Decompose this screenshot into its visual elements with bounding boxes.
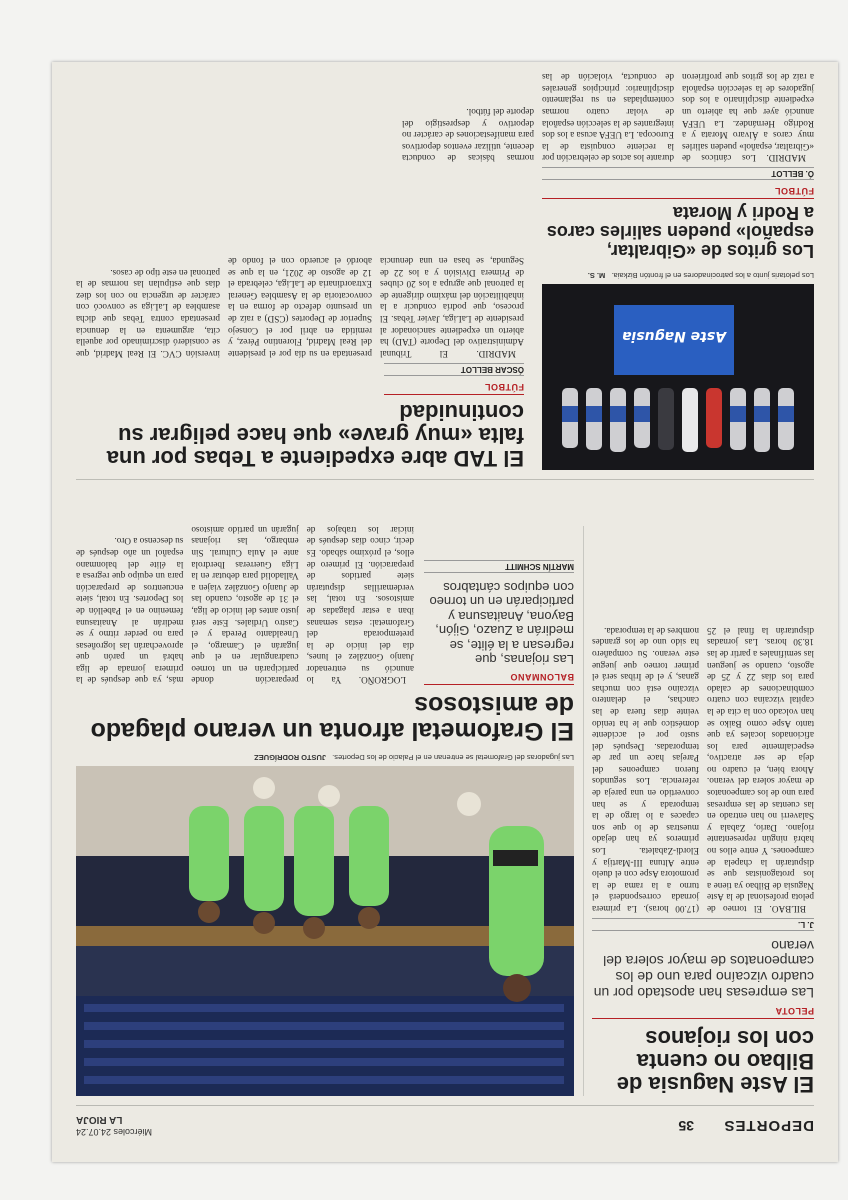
- article-tad-byline: ÓSCAR BELLOT: [384, 363, 524, 376]
- photo-pelota-credit: M. S.: [587, 271, 606, 280]
- section-title: DEPORTES: [723, 1117, 814, 1134]
- article-balonmano-text: LOGROÑO. Ya lo anunció su entrenador Juanjo González el lunes, día del inicio de la pretemporada del Grafometal: estas semanas iban a estar plagadas de amistosos. En total, las verdemarillas disputarán siete partidos de preparación. El primero de ellos, el próximo sábado. Es decir, cinco días después de iniciar los trabajos de preparación donde participarán en un torneo cuadrangular en el que jugarán el Camargo, el Unealdanto Pereda y el Castro Urdiales. Este será justo antes del inicio de liga, el 31 de agosto, cuando las de Juanjo González viajen a Valladolid para debutar en la Liga Guerreras Iberdrola ante el Aula Cultural. Sin embargo, las riojanas jugarán un partido amistoso más, ya que después de la primera jornada de liga habrá un parón que aprovecharán las logroñesas para no perder ritmo y se medirán al Anaitasuna femenino en el Pabellón de los Deportes. En total, siete encuentros de preparación para un equipo que regresa a la élite del balonmano español un año después de su descenso a Oro.: [76, 524, 414, 686]
- article-tad: [76, 117, 524, 470]
- article-balonmano-kicker: BALONMANO: [424, 673, 574, 686]
- article-pelota-byline: J. L.: [592, 918, 814, 931]
- newspaper-page: [52, 62, 838, 1162]
- article-gibraltar-headline: Los gritos de «Gibraltar, español» pueden salirles caros a Rodri y Morata: [546, 203, 814, 261]
- article-balonmano-body: [76, 454, 414, 686]
- article-balonmano-byline: MARTÍN SCHMITT: [424, 560, 574, 573]
- photo-balonmano: [76, 766, 574, 1096]
- pelotaris-image: [542, 284, 814, 470]
- banner-text: Aste Nagusia: [622, 328, 726, 344]
- article-pelota-kicker: PELOTA: [592, 1006, 814, 1019]
- article-pelota-text: BILBAO. El torneo de pelota profesional de la Aste Nagusia de Bilbao ya tiene a los protagonistas que se disputarán la chapela de campeones. Y entre ellos no habrá ningún representante riojano. Darío, Zabala y Salaverri no han entrado en las cuentas de las empresas para uno de los campeonatos de mayor solera del verano. Ahora bien, el cuadro no deja de ser atractivo, especialmente para los aficionados locales ya que tanto Aspe como Baiko se han volcado con la cita de la capital vizcaína con cuatro combinaciones de calado para los días 22 y 25 de agosto, cuando se jueguen las semifinales a partir de las 18.30 horas. Las jornadas disputarán la final el 25 (17.00 horas). La primera jornada corresponderá el turno a la rama de la promotora Aspe con el duelo entre Altuna III-Martija y Elordi-Zabaleta. Los primeros ya han dejado muestras de lo que son capaces a lo largo de la temporada y se han convertido en una pareja de referencia. Los segundos fueron campeones del Parejas hace un par de temporadas. Después del susto por el accidente doméstico que le ha tenido veinte días fuera de las canchas, el delantero vizcaíno está con muchas ganas, y el de Iribas será el primer torneo que juegue este verano. Su compañero ha sido uno de los grandes nombres de la temporada.: [592, 625, 814, 915]
- article-balonmano-columns: [76, 454, 574, 686]
- article-gibraltar-kicker: FÚTBOL: [542, 186, 814, 199]
- photo-pelota: [542, 284, 814, 470]
- publication-date: Miércoles 24.07.24: [76, 1127, 153, 1137]
- section-divider: [76, 479, 814, 480]
- page-header: [76, 1105, 814, 1140]
- article-tad-kicker: FÚTBOL: [384, 382, 524, 395]
- article-gibraltar-body: [402, 63, 814, 164]
- photo-balonmano-caption-text: Las jugadoras del Grafometal se entrenan en el Palacio de los Deportes.: [332, 753, 574, 762]
- article-balonmano-side: [424, 454, 574, 686]
- article-pelota-headline: El Aste Nagusia de Bilbao no cuenta con los riojanos: [616, 1025, 814, 1097]
- article-gibraltar-text: MADRID. Los cánticos de «Gibraltar, español» pueden salirles muy caros a Álvaro Morata y a Rodrigo Hernández. La UEFA anunció ayer que ha abierto un expediente disciplinario a los dos jugadores de la selección española a raíz de los gritos que profirieron durante los actos de celebración por la reciente conquista de la Eurocopa. La UEFA acusa a los dos integrantes de la selección española de violar cuatro normas contempladas en su reglamento disciplinario: principios generales de conducta, violación de las normas básicas de conducta decente, utilizar eventos deportivos para manifestaciones de carácter no deportivo y desprestigio del deporte del fútbol.: [402, 72, 814, 164]
- page-content: [76, 72, 814, 1140]
- article-gibraltar: [402, 63, 814, 261]
- photo-pelota-caption-text: Los pelotaris junto a los patrocinadores en el frontón Bizkaia.: [611, 271, 814, 280]
- article-pelota: [592, 494, 814, 1096]
- publication-info: [76, 1113, 152, 1138]
- article-balonmano-headline: El Grafometal afronta un verano plagado de amistosos: [90, 690, 574, 745]
- photo-balonmano-credit: JUSTO RODRÍGUEZ: [254, 753, 327, 762]
- photo-pelota-caption: [542, 271, 814, 280]
- column-divider: [583, 526, 584, 1096]
- handball-training-image: [76, 766, 574, 1096]
- article-balonmano: [76, 454, 574, 745]
- article-gibraltar-byline: Ó. BELLOT: [542, 167, 814, 180]
- photo-balonmano-caption: [76, 753, 574, 762]
- page-number: 35: [678, 1118, 694, 1134]
- article-tad-headline: El TAD abre expediente a Tebas por una falta «muy grave» que hace peligrar su continuidad: [106, 399, 524, 471]
- article-pelota-deck: Las empresas han apostado por un cuadro vizcaíno para uno de los campeonatos de mayor solera del verano: [593, 937, 814, 1001]
- article-balonmano-deck: Las riojanas, que regresan a la élite, se medirán a Zuazo, Gijón, Bayona, Anaitasuna y participarán en un torneo con equipos cántabros: [429, 579, 574, 668]
- article-pelota-body: [592, 494, 814, 914]
- publication-name: LA RIOJA: [76, 1114, 123, 1125]
- article-tad-text: MADRID. El Tribunal Administrativo del Deporte (TAD) ha abierto un expediente sancionador al presidente de LaLiga, Javier Tebas. El proceso, que podría conducir a la inhabilitación del máximo dirigente de la patronal que agrupa a los 20 clubes de Primera División y a los 22 de Segunda, se basa en una denuncia presentada en su día por el presidente del Real Madrid, Florentino Pérez, y remitida en abril por el Consejo Superior de Deportes (CSD) a raíz de un presunto defecto de forma en la convocatoria de la Asamblea General Extraordinaria de LaLiga, celebrada el 12 de agosto de 2021, en la que se abordó el acuerdo con el fondo de inversión CVC. El Real Madrid, que se consideró discriminado por aquella cita, argumenta en la denuncia presentada contra Tebas que dicha asamblea de LaLiga se convocó con carácter de urgencia no con los diez días que estipulan las normas de la patronal en este tipo de casos.: [76, 255, 524, 359]
